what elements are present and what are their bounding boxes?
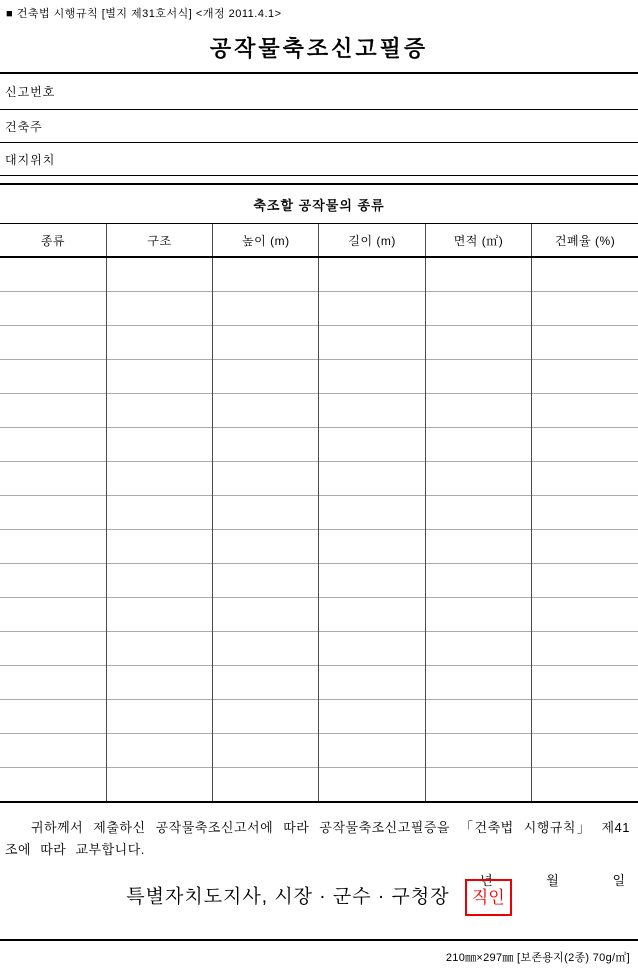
empty-cell [106, 598, 212, 632]
empty-cell [213, 700, 319, 734]
empty-cell [532, 462, 638, 496]
empty-cell [213, 496, 319, 530]
empty-cell [532, 768, 638, 803]
empty-cell [106, 292, 212, 326]
empty-cell [532, 326, 638, 360]
empty-cell [213, 598, 319, 632]
empty-row [0, 462, 638, 496]
empty-cell [0, 428, 106, 462]
form-reference-note: ■ 건축법 시행규칙 [별지 제31호서식] <개정 2011.4.1> [6, 8, 282, 20]
empty-cell [0, 666, 106, 700]
footer-divider [0, 939, 638, 941]
empty-cell [425, 360, 531, 394]
column-header-height: 높이 (m) [213, 224, 319, 258]
empty-cell [0, 360, 106, 394]
empty-cell [106, 564, 212, 598]
empty-cell [106, 394, 212, 428]
empty-cell [425, 564, 531, 598]
page-title: 공작물축조신고필증 [209, 36, 429, 61]
empty-cell [319, 257, 425, 292]
empty-cell [532, 666, 638, 700]
empty-cell [213, 360, 319, 394]
empty-cell [425, 394, 531, 428]
empty-cell [319, 666, 425, 700]
empty-cell [213, 734, 319, 768]
date-month-label: 월 [546, 873, 559, 888]
empty-cell [213, 632, 319, 666]
empty-cell [106, 462, 212, 496]
column-header-coverage-ratio: 건폐율 (%) [532, 224, 638, 258]
empty-cell [213, 768, 319, 803]
info-section [0, 72, 638, 176]
field-row-site-location [0, 143, 638, 176]
empty-row [0, 530, 638, 564]
empty-cell [425, 496, 531, 530]
empty-cell [532, 632, 638, 666]
empty-cell [106, 700, 212, 734]
empty-cell [532, 394, 638, 428]
paper-spec-footer: 210㎜×297㎜ [보존용지(2종) 70g/㎡] [445, 952, 630, 964]
empty-cell [319, 564, 425, 598]
empty-cell [425, 666, 531, 700]
empty-cell [213, 326, 319, 360]
empty-row [0, 257, 638, 292]
empty-cell [532, 700, 638, 734]
empty-row [0, 326, 638, 360]
empty-cell [0, 598, 106, 632]
empty-row [0, 394, 638, 428]
empty-cell [106, 326, 212, 360]
structure-table [0, 183, 638, 803]
empty-cell [425, 768, 531, 803]
empty-cell [213, 292, 319, 326]
column-header-type: 종류 [0, 224, 106, 258]
empty-cell [0, 292, 106, 326]
empty-cell [532, 598, 638, 632]
empty-cell [532, 564, 638, 598]
empty-cell [532, 292, 638, 326]
empty-row [0, 496, 638, 530]
empty-row [0, 734, 638, 768]
empty-cell [532, 428, 638, 462]
empty-cell [106, 496, 212, 530]
empty-cell [0, 257, 106, 292]
empty-cell [213, 428, 319, 462]
empty-cell [319, 326, 425, 360]
empty-cell [0, 530, 106, 564]
issuer-title: 특별자치도지사, 시장 · 군수 · 구청장 [126, 886, 450, 908]
empty-cell [425, 292, 531, 326]
empty-cell [319, 394, 425, 428]
official-seal-box: 직인 [465, 879, 512, 916]
empty-cell [319, 530, 425, 564]
empty-cell [532, 257, 638, 292]
empty-cell [319, 598, 425, 632]
empty-cell [425, 462, 531, 496]
date-day-label: 일 [612, 873, 625, 888]
section-gap [0, 176, 638, 183]
empty-cell [106, 257, 212, 292]
empty-cell [0, 768, 106, 803]
structure-table-head [0, 184, 638, 257]
empty-cell [0, 734, 106, 768]
section-title: 축조할 공작물의 종류 [0, 184, 638, 224]
empty-cell [106, 768, 212, 803]
empty-row [0, 768, 638, 803]
empty-row [0, 360, 638, 394]
empty-cell [425, 326, 531, 360]
column-header-area: 면적 (㎡) [425, 224, 531, 258]
field-row-report-number [0, 74, 638, 110]
empty-row [0, 700, 638, 734]
empty-cell [319, 462, 425, 496]
empty-cell [213, 394, 319, 428]
empty-cell [319, 496, 425, 530]
empty-cell [0, 700, 106, 734]
empty-cell [319, 292, 425, 326]
empty-cell [319, 632, 425, 666]
structure-table-body [0, 257, 638, 802]
empty-row [0, 598, 638, 632]
empty-cell [425, 257, 531, 292]
empty-cell [532, 496, 638, 530]
empty-cell [213, 564, 319, 598]
empty-row [0, 428, 638, 462]
field-row-building-owner [0, 110, 638, 143]
column-header-length: 길이 (m) [319, 224, 425, 258]
issuer-line [0, 879, 638, 916]
empty-cell [106, 632, 212, 666]
empty-cell [0, 632, 106, 666]
empty-cell [425, 632, 531, 666]
empty-row [0, 666, 638, 700]
field-label-building-owner: 건축주 [5, 119, 43, 134]
empty-cell [319, 768, 425, 803]
empty-cell [106, 666, 212, 700]
empty-cell [106, 530, 212, 564]
empty-cell [425, 700, 531, 734]
empty-row [0, 292, 638, 326]
empty-cell [319, 700, 425, 734]
column-header-structure: 구조 [106, 224, 212, 258]
issuance-statement: 귀하께서 제출하신 공작물축조신고서에 따라 공작물축조신고필증을 「건축법 시행규칙」 제41조에 따라 교부합니다. [5, 820, 630, 857]
empty-cell [213, 257, 319, 292]
empty-cell [532, 360, 638, 394]
empty-cell [106, 428, 212, 462]
empty-cell [319, 360, 425, 394]
field-label-report-number: 신고번호 [5, 85, 56, 99]
empty-cell [0, 496, 106, 530]
section-title-row [0, 184, 638, 224]
empty-cell [0, 564, 106, 598]
empty-cell [532, 530, 638, 564]
empty-cell [319, 428, 425, 462]
empty-cell [213, 666, 319, 700]
empty-cell [425, 428, 531, 462]
empty-cell [532, 734, 638, 768]
empty-cell [106, 734, 212, 768]
empty-cell [0, 326, 106, 360]
empty-cell [319, 734, 425, 768]
empty-cell [213, 462, 319, 496]
empty-cell [213, 530, 319, 564]
empty-row [0, 632, 638, 666]
empty-cell [0, 394, 106, 428]
date-year-label: 년 [480, 873, 493, 888]
column-header-row [0, 224, 638, 258]
empty-cell [425, 734, 531, 768]
field-label-site-location: 대지위치 [5, 152, 56, 167]
empty-cell [106, 360, 212, 394]
empty-cell [0, 462, 106, 496]
empty-cell [425, 598, 531, 632]
empty-row [0, 564, 638, 598]
empty-cell [425, 530, 531, 564]
